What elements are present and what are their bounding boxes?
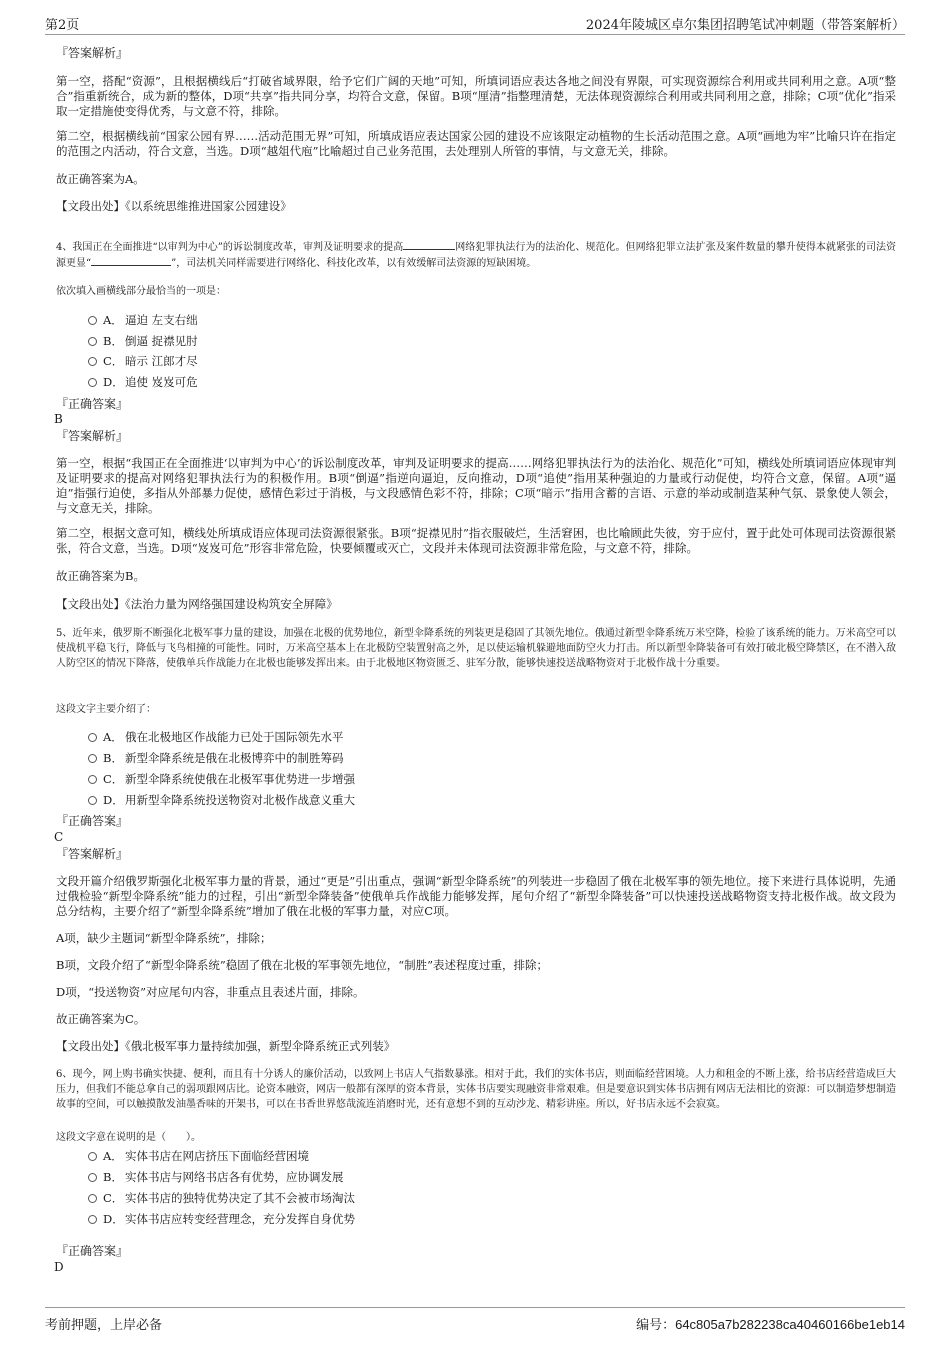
option-key: B．	[103, 334, 123, 348]
radio-icon[interactable]	[88, 1194, 97, 1203]
option-key: A．	[103, 313, 123, 327]
q4-conclusion: 故正确答案为B。	[56, 569, 145, 583]
q4-correct-label: 『正确答案』	[56, 397, 129, 411]
radio-icon[interactable]	[88, 775, 97, 784]
option-text: 实体书店与网络书店各有优势，应协调发展	[125, 1170, 344, 1184]
radio-icon[interactable]	[88, 733, 97, 742]
q5-correct-answer: C	[54, 830, 64, 844]
q4-source: 【文段出处】《法治力量为网络强国建设构筑安全屏障》	[56, 597, 338, 611]
page-number: 第2页	[45, 18, 80, 33]
q4-blank-2	[91, 255, 171, 266]
q5-correct-label: 『正确答案』	[56, 814, 129, 828]
q4-stem-part-1: 4、我国正在全面推进“以审判为中心”的诉讼制度改革，审判及证明要求的提高	[56, 242, 404, 253]
radio-icon[interactable]	[88, 796, 97, 805]
q6-correct-answer: D	[54, 1260, 64, 1274]
page-header	[45, 12, 905, 35]
radio-icon[interactable]	[88, 1215, 97, 1224]
q3-analysis-label: 『答案解析』	[56, 46, 129, 60]
q4-correct-answer: B	[54, 412, 63, 426]
q4-analysis-label: 『答案解析』	[56, 429, 129, 443]
option-text: 逼迫 左支右绌	[125, 313, 198, 327]
option-text: 实体书店应转变经营理念，充分发挥自身优势	[125, 1212, 355, 1226]
option-text: 俄在北极地区作战能力已处于国际领先水平	[125, 730, 344, 744]
q5-option-c[interactable]	[88, 771, 355, 787]
q5-prompt: 这段文字主要介绍了：	[56, 704, 156, 715]
q4-stem-part-2: 网络犯罪执法行为的法治化、规范化。但网络犯罪立法扩张及案件数量的攀升使得本就紧张的司法资源更显“	[56, 242, 897, 269]
option-key: A．	[103, 730, 123, 744]
radio-icon[interactable]	[88, 1173, 97, 1182]
q4-option-a[interactable]	[88, 312, 198, 328]
radio-icon[interactable]	[88, 754, 97, 763]
option-key: A．	[103, 1149, 123, 1163]
q4-stem-part-3: ”，司法机关同样需要进行网络化、科技化改革，以有效缓解司法资源的短缺困境。	[171, 258, 537, 269]
q4-prompt: 依次填入画横线部分最恰当的一项是：	[56, 286, 226, 297]
radio-icon[interactable]	[88, 357, 97, 366]
option-key: C．	[103, 1191, 124, 1205]
option-key: D．	[103, 793, 124, 807]
q3-analysis-p2: 第二空，根据横线前“国家公园有界……活动范围无界”可知，所填成语应表达国家公园的建设不应该限定动植物的生长活动范围之意。A项“画地为牢”比喻只许在指定的范围之内活动，符合文意，当选。D项“越俎代庖”比喻超过自己业务范围，去处理别人所管的事情，与文意无关，排除。	[56, 129, 896, 158]
q5-analysis-p1: 文段开篇介绍俄罗斯强化北极军事力量的背景，通过“更是”引出重点，强调“新型伞降系统”的列装进一步稳固了俄在北极军事的领先地位。接下来进行具体说明，先通过俄检验“新型伞降系统”能力的过程，引出“新型伞降装备”使俄单兵作战能力能够发挥，尾句介绍了“新型伞降装备”可以快速投送战略物资支持北极作战。故文段为总分结构，主要介绍了“新型伞降系统”增加了俄在北极的军事力量，对应C项。	[56, 874, 897, 918]
q5-analysis-b: B项，文段介绍了“新型伞降系统”稳固了俄在北极的军事领先地位，“制胜”表述程度过重，排除；	[56, 958, 548, 972]
option-text: 实体书店的独特优势决定了其不会被市场淘汰	[125, 1191, 355, 1205]
q4-blank-1	[403, 239, 455, 250]
q6-correct-label: 『正确答案』	[56, 1244, 129, 1258]
option-text: 倒逼 捉襟见肘	[125, 334, 198, 348]
page-footer	[45, 1307, 905, 1332]
q3-analysis-p1: 第一空，搭配“资源”，且根据横线后“打破省域界限，给予它们广阔的天地”可知，所填词语应表达各地之间没有界限，可实现资源综合利用或共同利用之意。A项“整合”指重新统合，成为新的整体，D项“共享”指共同分享，均符合文意，保留。B项“厘清”指整理清楚，无法体现资源综合利用或共同利用之意，排除；C项“优化”指采取一定措施使变得优秀，与文意不符，排除。	[56, 74, 896, 118]
radio-icon[interactable]	[88, 337, 97, 346]
radio-icon[interactable]	[88, 316, 97, 325]
option-key: D．	[103, 1212, 124, 1226]
q5-source: 【文段出处】《俄北极军事力量持续加强，新型伞降系统正式列装》	[56, 1039, 396, 1053]
q5-analysis-a: A项，缺少主题词“新型伞降系统”，排除；	[56, 931, 272, 945]
q5-analysis-d: D项，“投送物资”对应尾句内容，非重点且表述片面，排除。	[56, 985, 365, 999]
q5-option-b[interactable]	[88, 750, 344, 766]
q6-option-c[interactable]	[88, 1190, 355, 1206]
footer-slogan: 考前押题，上岸必备	[45, 1318, 163, 1333]
q3-conclusion: 故正确答案为A。	[56, 172, 145, 186]
q4-analysis-p2: 第二空，根据文意可知，横线处所填成语应体现司法资源很紧张。B项“捉襟见肘”指衣服破烂，生活窘困，也比喻顾此失彼，穷于应付，置于此处可体现司法资源很紧张，符合文意，当选。D项“岌岌可危”形容非常危险，快要倾覆或灭亡，文段并未体现司法资源非常危险，与文意不符，排除。	[56, 526, 896, 555]
option-text: 新型伞降系统是俄在北极博弈中的制胜筹码	[125, 751, 344, 765]
option-text: 新型伞降系统使俄在北极军事优势进一步增强	[125, 772, 355, 786]
option-key: B．	[103, 1170, 123, 1184]
q5-stem: 5、近年来，俄罗斯不断强化北极军事力量的建设，加强在北极的优势地位，新型伞降系统的列装更是稳固了其领先地位。俄通过新型伞降系统万米空降，检验了该系统的能力。万米高空可以使战机平稳飞行，降低与飞鸟相撞的可能性。同时，万米高空基本上在北极防空装置射高之外，足以使运输机躲避地面防空火力打击。所以新型伞降装备可有效打破北极空降禁区，在不潜入敌人防空区的情况下降落，使俄单兵作战能力在北极也能够发挥出来。由于北极地区物资匮乏、驻军分散，能够快速投送战略物资对于北极作战十分重要。	[56, 628, 896, 669]
q6-stem: 6、现今，网上购书确实快捷、便利，而且有十分诱人的廉价活动，以致网上书店人气指数暴涨。相对于此，我们的实体书店，则面临经营困境。人力和租金的不断上涨，给书店经营造成巨大压力，但我们不能总拿自己的弱项跟网店比。论资本融资，网店一般都有深厚的资本背景，实体书店要实现融资非常艰难。但是要意识到实体书店拥有网店无法相比的资源：可以制造梦想制造故事的空间，可以触摸散发油墨香味的开架书，可以在书香世界悠哉流连消磨时光，还有意想不到的互动沙龙、精彩讲座。所以，好书店永远不会寂寞。	[56, 1069, 896, 1110]
q4-option-c[interactable]	[88, 353, 198, 369]
option-text: 实体书店在网店挤压下面临经营困境	[125, 1149, 309, 1163]
q5-option-d[interactable]	[88, 792, 355, 808]
radio-icon[interactable]	[88, 1152, 97, 1161]
q5-conclusion: 故正确答案为C。	[56, 1012, 146, 1026]
q4-analysis-p1: 第一空，根据“我国正在全面推进‘以审判为中心’的诉讼制度改革，审判及证明要求的提高……网络犯罪执法行为的法治化、规范化”可知，横线处所填词语应体现审判及证明要求的提高对网络犯罪执法行为的积极作用。B项“倒逼”指逆向逼迫，反向推动，D项“追使”指用某种强迫的力量或行动促使，均符合文意，保留。A项“逼迫”指强行迫使，多指从外部暴力促使，感情色彩过于消极，与文段感情色彩不符，排除；C项“暗示”指用含蓄的言语、示意的举动或制造某种气氛、景象使人领会，与文意无关，排除。	[56, 456, 896, 515]
option-key: C．	[103, 354, 124, 368]
q6-option-d[interactable]	[88, 1211, 355, 1227]
option-key: D．	[103, 375, 124, 389]
q6-option-b[interactable]	[88, 1169, 344, 1185]
q6-option-a[interactable]	[88, 1148, 309, 1164]
q4-option-d[interactable]	[88, 374, 198, 390]
option-key: C．	[103, 772, 124, 786]
option-text: 追使 岌岌可危	[125, 375, 198, 389]
radio-icon[interactable]	[88, 378, 97, 387]
q6-prompt: 这段文字意在说明的是（ ）。	[56, 1132, 201, 1143]
option-text: 用新型伞降系统投送物资对北极作战意义重大	[125, 793, 355, 807]
q4-stem	[56, 239, 896, 271]
q3-source: 【文段出处】《以系统思维推进国家公园建设》	[56, 199, 292, 213]
q5-option-a[interactable]	[88, 729, 344, 745]
document-code: 编号：64c805a7b282238ca40460166be1eb14	[636, 1317, 905, 1332]
q5-analysis-label: 『答案解析』	[56, 847, 129, 861]
q4-option-b[interactable]	[88, 333, 198, 349]
document-title: 2024年陵城区卓尔集团招聘笔试冲刺题（带答案解析）	[585, 18, 905, 33]
option-text: 暗示 江郎才尽	[125, 354, 198, 368]
option-key: B．	[103, 751, 123, 765]
